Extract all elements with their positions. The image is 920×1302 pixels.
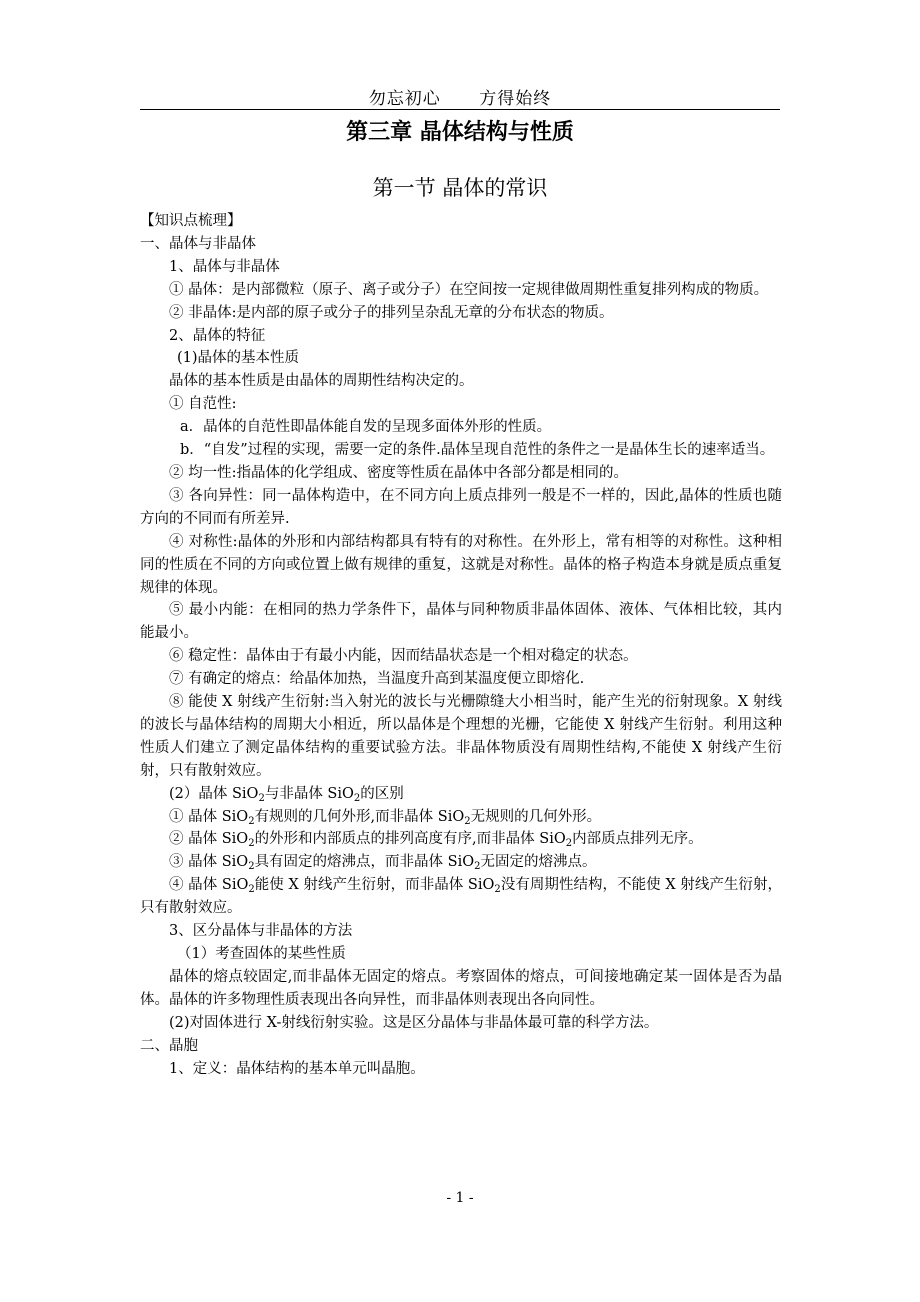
heading-level-3: (1)晶体的基本性质: [177, 350, 300, 367]
paragraph: ⑦ 有确定的熔点：给晶体加热，当温度升高到某温度便立即熔化.: [169, 671, 585, 688]
paragraph: ② 非晶体:是内部的原子或分子的排列呈杂乱无章的分布状态的物质。: [169, 304, 614, 321]
paragraph: (2)对固体进行 X-射线衍射实验。这是区分晶体与非晶体最可靠的科学方法。: [169, 1014, 659, 1031]
paragraph: ① 晶体：是内部微粒（原子、离子或分子）在空间按一定规律做周期性重复排列构成的物质。: [169, 281, 769, 298]
header-rule: [140, 109, 780, 110]
running-header: [0, 84, 920, 109]
heading-level-3: （1）考查固体的某些性质: [177, 946, 346, 962]
sio2-item: ③ 晶体 SiO$_2$具有固定的熔沸点，而非晶体 SiO$_2$无固定的熔沸点。: [169, 854, 597, 873]
heading-knowledge: 【知识点梳理】: [140, 213, 242, 229]
paragraph: ① 自范性:: [169, 396, 237, 413]
paragraph: 1、定义：晶体结构的基本单元叫晶胞。: [169, 1060, 425, 1077]
header-motto-left: 勿忘初心: [368, 89, 441, 109]
paragraph: ⑧ 能使 X 射线产生衍射:当入射光的波长与光栅隙缝大小相当时，能产生光的衍射现象。X 射线的波长与晶体结构的周期大小相近，所以晶体是个理想的光栅，它能使 X 射线产生衍射。利用这种性质人们建立了测定晶体结构的重要试验方法。非晶体物质没有周期性结构,不能使 X 射线产生衍射，只有散射效应。: [140, 694, 782, 779]
sio2-item: ② 晶体 SiO$_2$的外形和内部质点的排列高度有序,而非晶体 SiO$_2$内部质点排列无序。: [169, 831, 703, 850]
heading-level-2: 1、晶体与非晶体: [169, 258, 280, 275]
heading-level-2: 2、晶体的特征: [169, 327, 266, 344]
paragraph: ③ 各向异性：同一晶体构造中，在不同方向上质点排列一般是不一样的，因此,晶体的性质也随方向的不同而有所差异.: [140, 487, 782, 527]
header-motto-right: 方得始终: [479, 89, 552, 109]
heading-level-1: 一、晶体与非晶体: [140, 235, 256, 252]
paragraph: ④ 对称性:晶体的外形和内部结构都具有特有的对称性。在外形上，常有相等的对称性。这种相同的性质在不同的方向或位置上做有规律的重复，这就是对称性。晶体的格子构造本身就是质点重复规律的体现。: [140, 533, 782, 596]
body-text: [140, 210, 782, 1080]
paragraph: ② 均一性:指晶体的化学组成、密度等性质在晶体中各部分都是相同的。: [169, 464, 628, 481]
sio2-item: ④ 晶体 SiO$_2$能使 X 射线产生衍射，而非晶体 SiO$_2$没有周期性结构，不能使 X 射线产生衍射，只有散射效应。: [140, 877, 782, 917]
paragraph: ⑥ 稳定性：晶体由于有最小内能，因而结晶状态是一个相对稳定的状态。: [169, 648, 638, 665]
paragraph: 晶体的熔点较固定,而非晶体无固定的熔点。考察固体的熔点，可间接地确定某一固体是否为晶体。晶体的许多物理性质表现出各向异性，而非晶体则表现出各向同性。: [140, 968, 782, 1008]
chapter-title: 第三章 晶体结构与性质: [346, 120, 574, 145]
paragraph: b．“自发”过程的实现，需要一定的条件.晶体呈现自范性的条件之一是晶体生长的速率适当。: [180, 442, 775, 459]
paragraph: 晶体的基本性质是由晶体的周期性结构决定的。: [169, 373, 474, 390]
page-number: - 1 -: [446, 1190, 474, 1206]
paragraph: a．晶体的自范性即晶体能自发的呈现多面体外形的性质。: [180, 419, 552, 436]
heading-level-1: 二、晶胞: [140, 1037, 198, 1054]
sio2-item: ① 晶体 SiO$_2$有规则的几何外形,而非晶体 SiO$_2$无规则的几何外形。: [169, 808, 602, 827]
section-title: 第一节 晶体的常识: [372, 176, 548, 200]
heading-level-2: 3、区分晶体与非晶体的方法: [169, 923, 353, 940]
sio2-heading: (2）晶体 SiO$_2$与非晶体 SiO$_2$的区别: [169, 785, 404, 804]
paragraph: ⑤ 最小内能：在相同的热力学条件下，晶体与同种物质非晶体固体、液体、气体相比较，其内能最小。: [140, 602, 782, 642]
